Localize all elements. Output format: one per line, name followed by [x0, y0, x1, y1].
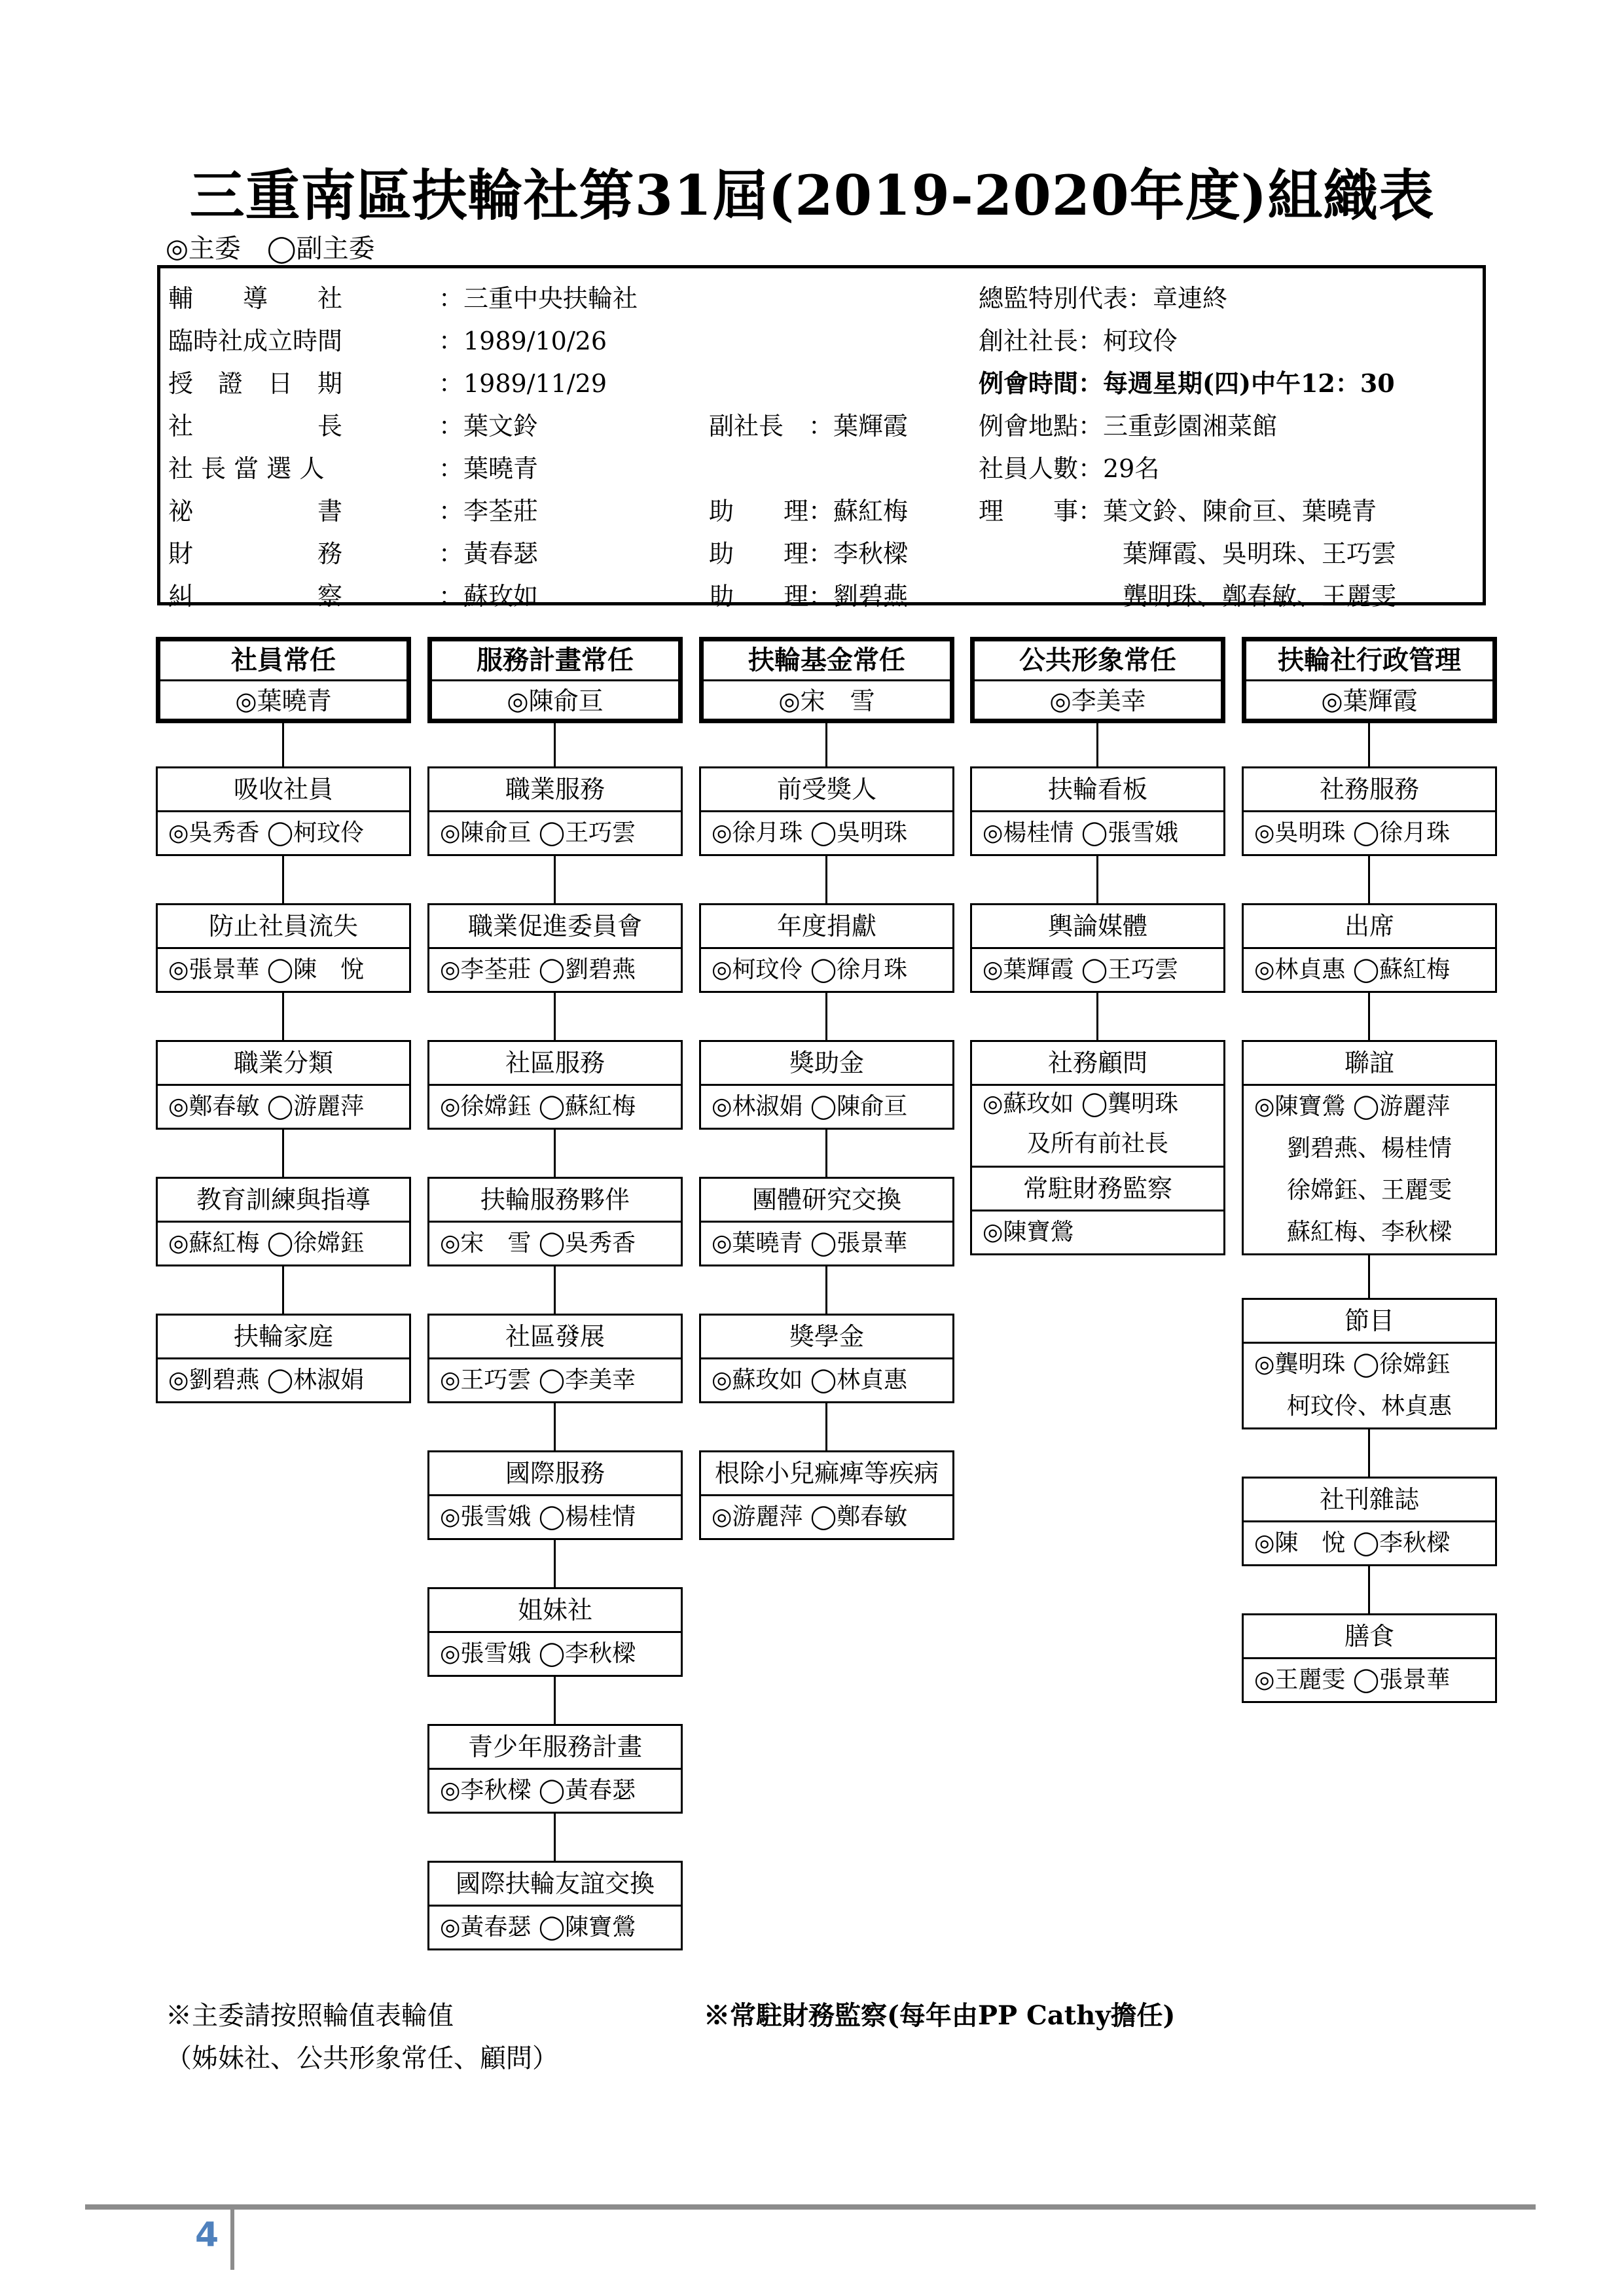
sub-committee-title: 節目 — [1244, 1300, 1495, 1344]
connector-line — [282, 1130, 284, 1177]
info-label: 財 務 — [168, 539, 343, 568]
info-mid: 助 理：蘇紅梅 — [709, 497, 909, 526]
connector-line — [1368, 723, 1370, 766]
sub-committee-title: 青少年服務計畫 — [429, 1726, 681, 1770]
sub-committee-box — [156, 766, 411, 856]
info-row — [160, 484, 1483, 527]
sub-committee-box — [1242, 1477, 1497, 1566]
sub-committee-title: 職業促進委員會 — [429, 905, 681, 949]
committee-title: 扶輪基金常任 — [704, 641, 950, 681]
committee-column — [427, 637, 683, 1950]
sub-committee-members: ◎蘇紅梅 ◯徐嫦鈺 — [168, 1230, 365, 1257]
info-row — [160, 399, 1483, 442]
sub-committee-title: 社區服務 — [429, 1042, 681, 1086]
info-label: 輔 導 社 — [168, 284, 343, 313]
page-title: 三重南區扶輪社第31屆(2019-2020年度)組織表 — [189, 163, 1435, 228]
note-finance-supervisor: ※常駐財務監察(每年由PP Cathy擔任) — [704, 2000, 1176, 2031]
info-row — [160, 272, 1483, 314]
sub-committee-members: ◎吳明珠 ◯徐月珠 — [1254, 819, 1451, 846]
sub-committee-title: 獎學金 — [701, 1316, 952, 1359]
sub-committee-box — [1242, 903, 1497, 993]
sub-committee-box — [156, 1040, 411, 1130]
info-right: 總監特別代表：章連終 — [979, 284, 1228, 313]
sub-committee-members: ◎蘇玫如 ◯林貞惠 — [712, 1367, 908, 1393]
sub-committee-members: ◎黃春瑟 ◯陳寶鶯 — [440, 1914, 636, 1941]
connector-line — [825, 856, 827, 903]
sub-committee-members: ◎王麗雯 ◯張景華 — [1254, 1666, 1451, 1693]
sub-committee-title: 團體研究交換 — [701, 1179, 952, 1223]
sub-committee-title: 扶輪看板 — [972, 768, 1223, 812]
connector-line — [1368, 1429, 1370, 1477]
committee-chair: ◎葉曉青 — [235, 687, 332, 715]
sub-committee-box — [427, 1450, 683, 1540]
sub-committee-box — [1242, 1298, 1497, 1429]
sub-committee-box — [427, 1314, 683, 1403]
sub-committee-box — [427, 1177, 683, 1266]
sub-committee-box — [156, 1314, 411, 1403]
connector-line — [554, 1540, 556, 1587]
connector-line — [825, 1403, 827, 1450]
connector-line — [1096, 723, 1098, 766]
sub-committee-members: ◎李秋樑 ◯黃春瑟 — [440, 1777, 636, 1804]
connector-line — [554, 1130, 556, 1177]
info-value: ：黃春瑟 — [439, 539, 539, 568]
committee-title: 服務計畫常任 — [432, 641, 678, 681]
connector-line — [282, 856, 284, 903]
sub-committee-members: ◎柯玟伶 ◯徐月珠 — [712, 956, 908, 983]
info-row — [160, 442, 1483, 484]
info-value: ：1989/11/29 — [439, 369, 607, 398]
sub-committee-box — [427, 1587, 683, 1677]
sub-committee-title: 社刊雜誌 — [1244, 1479, 1495, 1522]
info-value: ：李荃莊 — [439, 497, 539, 526]
committee-title: 扶輪社行政管理 — [1246, 641, 1492, 681]
info-right: 龔明珠、鄭春敏、王麗雯 — [1123, 582, 1397, 611]
info-row — [160, 314, 1483, 357]
sub-committee-title: 國際服務 — [429, 1452, 681, 1496]
sub-committee-title: 防止社員流失 — [158, 905, 409, 949]
sub-committee-box — [970, 1040, 1225, 1255]
sub-committee-members: ◎楊桂情 ◯張雪娥 — [983, 819, 1179, 846]
sub-committee-title: 輿論媒體 — [972, 905, 1223, 949]
sub-committee-title: 社務顧問 — [972, 1042, 1223, 1086]
connector-line — [554, 723, 556, 766]
committee-column — [156, 637, 411, 1403]
connector-line — [282, 993, 284, 1040]
sub-committee-members: ◎張雪娥 ◯李秋樑 — [440, 1640, 636, 1667]
sub-committee-members: ◎陳俞亘 ◯王巧雲 — [440, 819, 636, 846]
sub-committee-box — [156, 1177, 411, 1266]
sub-committee-title: 職業分類 — [158, 1042, 409, 1086]
sub-committee-box — [699, 903, 954, 993]
sub-committee-title: 扶輪服務夥伴 — [429, 1179, 681, 1223]
sub-committee-title: 前受獎人 — [701, 768, 952, 812]
committee-column — [970, 637, 1225, 1255]
connector-line — [282, 1266, 284, 1314]
sub-committee-members: ◎鄭春敏 ◯游麗萍 — [168, 1093, 365, 1120]
info-mid: 副社長 ：葉輝霞 — [709, 412, 909, 440]
sub-committee-members: ◎李荃莊 ◯劉碧燕 — [440, 956, 636, 983]
sub-committee-title: 獎助金 — [701, 1042, 952, 1086]
committee-header — [427, 637, 683, 723]
sub-committee-title: 根除小兒痲痺等疾病 — [701, 1452, 952, 1496]
sub-committee-title: 職業服務 — [429, 768, 681, 812]
sub-committee-members: ◎王巧雲 ◯李美幸 — [440, 1367, 636, 1393]
committee-chair: ◎宋 雪 — [778, 687, 875, 715]
sub-committee-members: ◎劉碧燕 ◯林淑娟 — [168, 1367, 365, 1393]
connector-line — [825, 993, 827, 1040]
sub-committee-members: ◎宋 雪 ◯吳秀香 — [440, 1230, 636, 1257]
info-value: ：葉曉青 — [439, 454, 539, 483]
info-label: 授 證 日 期 — [168, 369, 343, 398]
sub-committee-box — [427, 1724, 683, 1814]
legend: ◎主委 ◯副主委 — [166, 234, 375, 264]
committee-header — [699, 637, 954, 723]
sub-committee-title: 膳食 — [1244, 1615, 1495, 1659]
info-value: ：1989/10/26 — [439, 327, 607, 355]
sub-committee-members-extra: 蘇紅梅、李秋樑 — [1286, 1219, 1452, 1246]
committee-chair: ◎陳俞亘 — [507, 687, 604, 715]
sub-committee-members: ◎徐月珠 ◯吳明珠 — [712, 819, 908, 846]
info-label: 臨時社成立時間 — [168, 327, 343, 355]
sub-committee-title: 社務服務 — [1244, 768, 1495, 812]
sub-committee-members: ◎林貞惠 ◯蘇紅梅 — [1254, 956, 1451, 983]
committee-chair: ◎葉輝霞 — [1321, 687, 1418, 715]
sub-committee-members: ◎葉曉青 ◯張景華 — [712, 1230, 908, 1257]
footer-divider — [230, 2210, 234, 2270]
info-value: ：蘇玫如 — [439, 582, 539, 611]
committee-title: 公共形象常任 — [975, 641, 1221, 681]
connector-line — [825, 723, 827, 766]
sub-committee-title: 出席 — [1244, 905, 1495, 949]
sub-committee-box — [1242, 1613, 1497, 1703]
info-right: 理 事：葉文鈴、陳俞亘、葉曉青 — [979, 497, 1377, 526]
sub-committee-members: ◎吳秀香 ◯柯玟伶 — [168, 819, 365, 846]
connector-line — [554, 856, 556, 903]
committee-chair: ◎李美幸 — [1049, 687, 1146, 715]
sub-committee-box — [970, 903, 1225, 993]
connector-line — [554, 1266, 556, 1314]
connector-line — [825, 1266, 827, 1314]
sub-committee-box — [156, 903, 411, 993]
note-rotation-scope: （姊妹社、公共形象常任、顧問） — [166, 2043, 558, 2073]
sub-committee-title: 吸收社員 — [158, 768, 409, 812]
connector-line — [554, 1814, 556, 1861]
sub-committee-box — [1242, 766, 1497, 856]
connector-line — [554, 1677, 556, 1724]
info-row — [160, 527, 1483, 569]
sub-committee-title: 社區發展 — [429, 1316, 681, 1359]
sub-committee-members-extra: 劉碧燕、楊桂情 — [1286, 1135, 1452, 1162]
sub-committee-title: 年度捐獻 — [701, 905, 952, 949]
sub-committee-members-extra: 徐嫦鈺、王麗雯 — [1286, 1177, 1452, 1204]
info-mid: 助 理：李秋樑 — [709, 539, 909, 568]
info-box — [157, 265, 1486, 611]
sub-committee-box — [970, 766, 1225, 856]
sub-committee-members: ◎龔明珠 ◯徐嫦鈺 — [1254, 1351, 1451, 1378]
connector-line — [282, 723, 284, 766]
sub-committee-box — [427, 766, 683, 856]
committee-title: 社員常任 — [160, 641, 406, 681]
sub-committee-members: ◎陳寶鶯 — [983, 1219, 1074, 1246]
info-mid: 助 理：劉碧燕 — [709, 582, 909, 611]
sub-committee-title: 教育訓練與指導 — [158, 1179, 409, 1223]
sub-committee-members: ◎林淑娟 ◯陳俞亘 — [712, 1093, 908, 1120]
sub-committee-title: 聯誼 — [1244, 1042, 1495, 1086]
sub-committee-members: ◎張景華 ◯陳 悅 — [168, 956, 365, 983]
info-label: 社 長 — [168, 412, 343, 440]
sub-committee-members: ◎葉輝霞 ◯王巧雲 — [983, 956, 1179, 983]
connector-line — [1096, 993, 1098, 1040]
sub-committee-box — [699, 1314, 954, 1403]
committee-header — [156, 637, 411, 723]
sub-committee-members: ◎蘇玫如 ◯龔明珠 — [983, 1090, 1179, 1117]
committee-column — [699, 637, 954, 1540]
committee-header — [970, 637, 1225, 723]
sub-committee-members: ◎游麗萍 ◯鄭春敏 — [712, 1503, 908, 1530]
sub-committee-box — [699, 766, 954, 856]
committee-column — [1242, 637, 1497, 1703]
sub-committee-box — [699, 1177, 954, 1266]
info-row — [160, 569, 1483, 612]
info-right: 例會地點：三重彭園湘菜館 — [979, 412, 1278, 440]
sub-committee-title: 國際扶輪友誼交換 — [429, 1863, 681, 1907]
sub-committee-title: 常駐財務監察 — [972, 1168, 1223, 1211]
connector-line — [1368, 1566, 1370, 1613]
footer-rule — [85, 2204, 1536, 2210]
sub-committee-box — [427, 1861, 683, 1950]
sub-committee-box — [427, 903, 683, 993]
sub-committee-members: ◎陳 悅 ◯李秋樑 — [1254, 1530, 1451, 1556]
connector-line — [1368, 1255, 1370, 1298]
info-value: ：三重中央扶輪社 — [439, 284, 638, 313]
info-row — [160, 357, 1483, 399]
sub-committee-box — [1242, 1040, 1497, 1255]
page-number: 4 — [195, 2215, 219, 2255]
sub-committee-members: ◎徐嫦鈺 ◯蘇紅梅 — [440, 1093, 636, 1120]
info-right: 創社社長：柯玟伶 — [979, 327, 1178, 355]
sub-committee-box — [699, 1040, 954, 1130]
info-label: 社 長 當 選 人 — [168, 454, 325, 483]
sub-committee-box — [699, 1450, 954, 1540]
info-label: 糾 察 — [168, 582, 343, 611]
sub-committee-members-extra: 柯玟伶、林貞惠 — [1286, 1393, 1452, 1420]
sub-committee-members: ◎張雪娥 ◯楊桂情 — [440, 1503, 636, 1530]
info-label: 祕 書 — [168, 497, 343, 526]
note-rotation: ※主委請按照輪值表輪值 — [166, 2001, 454, 2031]
connector-line — [1368, 993, 1370, 1040]
sub-committee-title: 姐妹社 — [429, 1589, 681, 1633]
connector-line — [554, 993, 556, 1040]
connector-line — [825, 1130, 827, 1177]
connector-line — [1096, 856, 1098, 903]
sub-committee-members: ◎陳寶鶯 ◯游麗萍 — [1254, 1093, 1451, 1120]
sub-committee-members-extra: 及所有前社長 — [972, 1122, 1223, 1168]
info-right: 例會時間：每週星期(四)中午12：30 — [979, 368, 1395, 398]
connector-line — [554, 1403, 556, 1450]
sub-committee-title: 扶輪家庭 — [158, 1316, 409, 1359]
connector-line — [1368, 856, 1370, 903]
committee-header — [1242, 637, 1497, 723]
info-right: 社員人數：29名 — [979, 454, 1160, 483]
sub-committee-box — [427, 1040, 683, 1130]
info-right: 葉輝霞、吳明珠、王巧雲 — [1123, 539, 1397, 568]
info-value: ：葉文鈴 — [439, 412, 539, 440]
